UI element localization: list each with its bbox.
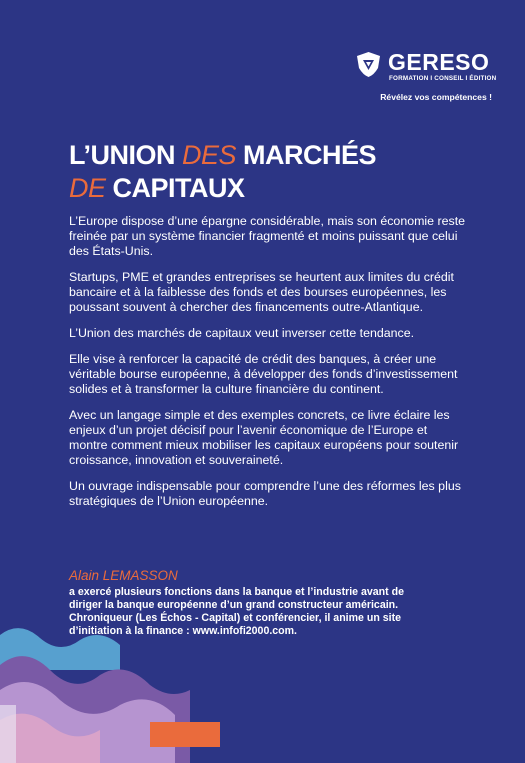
book-title (69, 139, 376, 205)
paragraph: Elle vise à renforcer la capacité de crédit des banques, à créer une véritable bourse européenne, à développer des fonds d’investissement solides et à transformer la culture financière du continent. (69, 352, 458, 396)
author-name: Alain LEMASSON (69, 568, 178, 583)
decorative-waves-illustration (0, 610, 230, 763)
paragraph: L’Europe dispose d’une épargne considérable, mais son économie reste freinée par un système financier fragmenté et moins puissant que celui des États-Unis. (69, 214, 466, 258)
title-accent-2: DE (69, 173, 106, 203)
back-cover-text (69, 214, 469, 520)
pale-block (0, 705, 16, 763)
publisher-logo (356, 50, 496, 110)
title-part-1: L’UNION (69, 140, 183, 170)
logo-slogan: Révélez vos compétences ! (380, 92, 492, 102)
orange-block (150, 722, 220, 747)
paragraph: Un ouvrage indispensable pour comprendre l’une des réformes les plus stratégiques de l’Union européenne. (69, 479, 461, 508)
logo-tagline: FORMATION I CONSEIL I ÉDITION (389, 75, 497, 82)
shield-logo-icon (356, 51, 381, 78)
author-bio: a exercé plusieurs fonctions dans la banque et l’industrie avant de diriger la banque européenne d’un grand constructeur américain. Chroniqueur (Les Échos - Capital) et conférencier, il anime un site d’initiation à la finance : www.infofi2000.com. (69, 586, 404, 637)
title-part-3: CAPITAUX (105, 173, 245, 203)
paragraph: Startups, PME et grandes entreprises se heurtent aux limites du crédit bancaire et à la faiblesse des fonds et des bourses européennes, les poussant souvent à chercher des financements outre-Atlantique. (69, 270, 454, 314)
logo-name: GERESO (388, 49, 490, 75)
paragraph: L’Union des marchés de capitaux veut inverser cette tendance. (69, 326, 415, 340)
paragraph: Avec un langage simple et des exemples concrets, ce livre éclaire les enjeux d’un projet décisif pour l’avenir économique de l’Europe et montre comment mieux mobiliser les capitaux européens pour soutenir croissance, innovation et souveraineté. (69, 408, 459, 467)
title-part-2: MARCHÉS (236, 140, 377, 170)
title-accent-1: DES (182, 140, 237, 170)
